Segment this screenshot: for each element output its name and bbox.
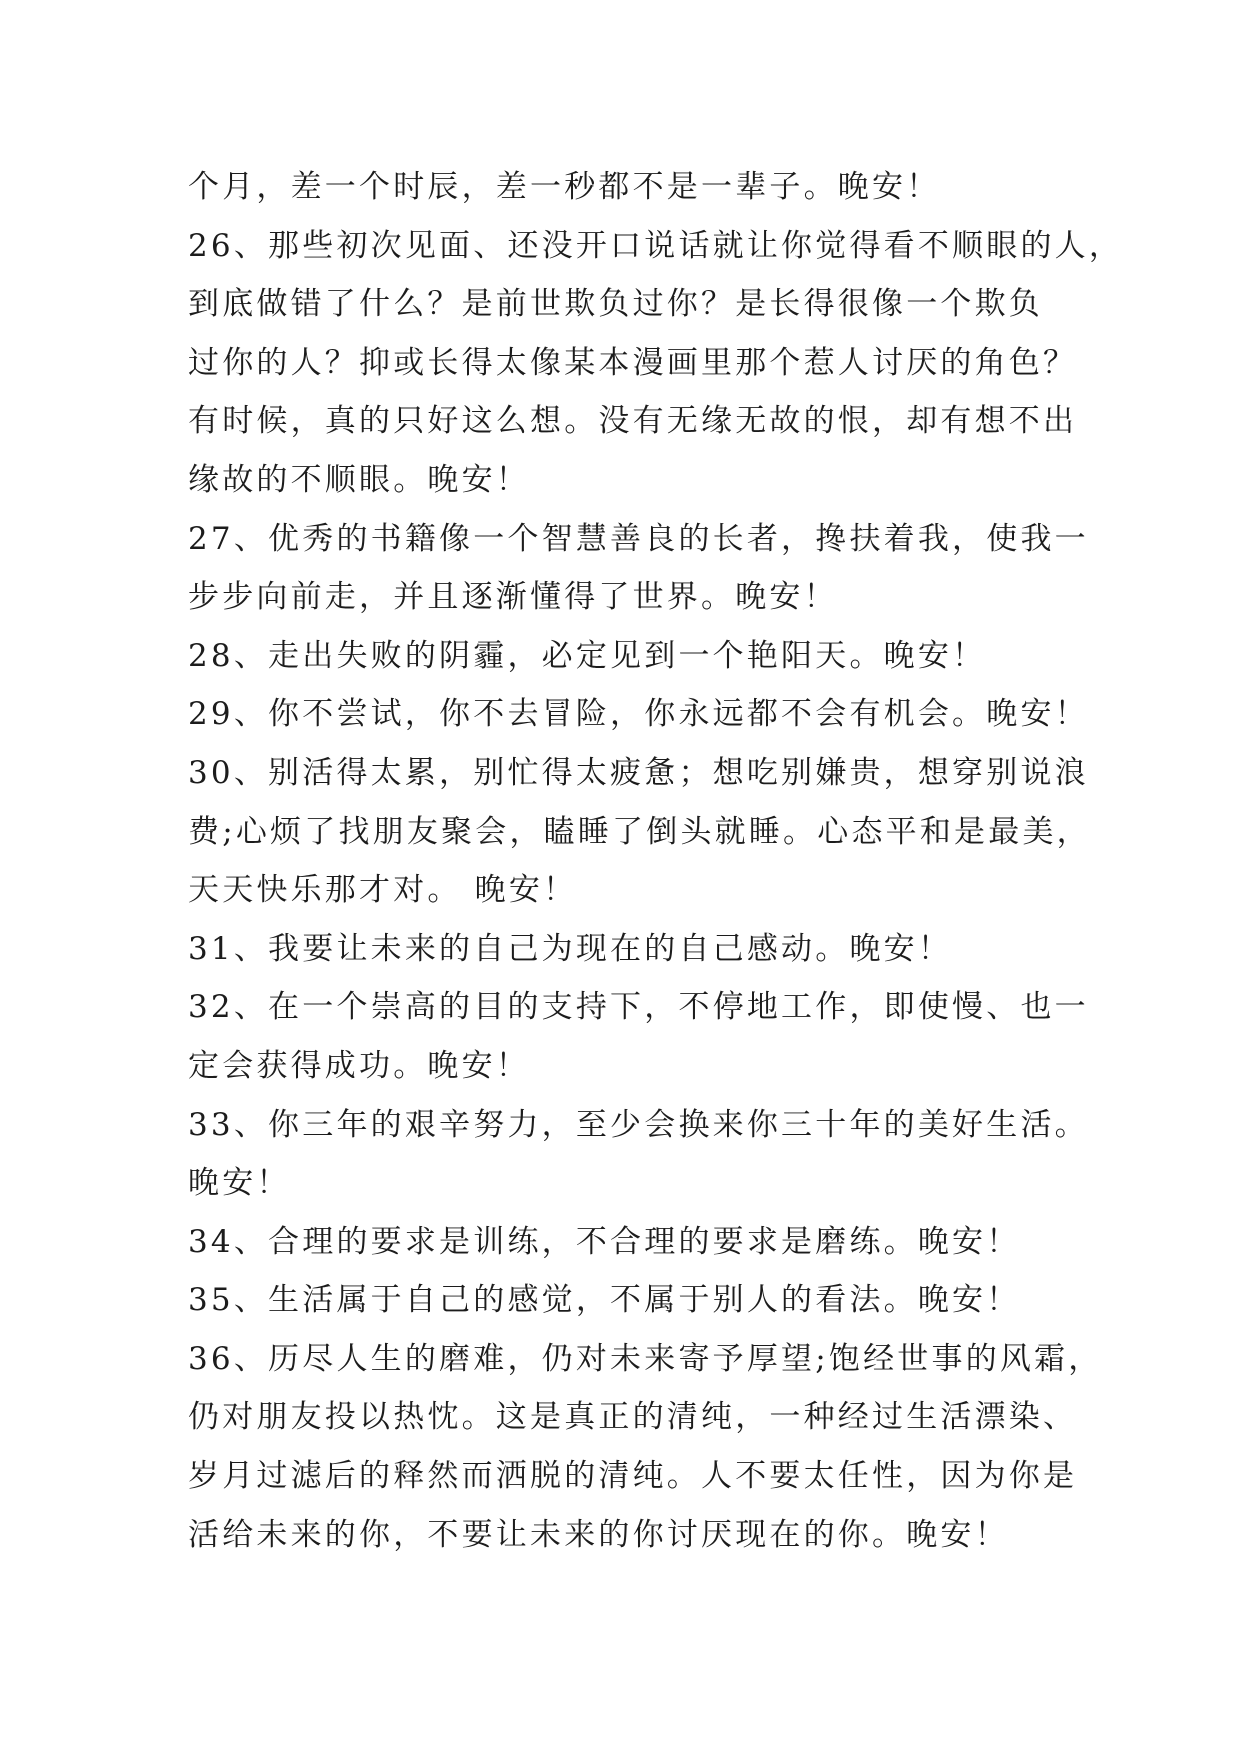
- text-line: 有时候，真的只好这么想。没有无缘无故的恨，却有想不出: [188, 403, 1078, 440]
- text-line: 活给未来的你，不要让未来的你讨厌现在的你。晚安！: [188, 1516, 1009, 1553]
- body-text: [188, 158, 1124, 1564]
- text-line: 岁月过滤后的释然而洒脱的清纯。人不要太任性，因为你是: [188, 1458, 1078, 1495]
- text-line: 30、别活得太累，别忙得太疲惫；想吃别嫌贵，想穿别说浪: [188, 754, 1089, 791]
- text-line: 31、我要让未来的自己为现在的自己感动。晚安！: [188, 930, 953, 967]
- text-line: 缘故的不顺眼。晚安！: [188, 461, 530, 498]
- text-line: 个月，差一个时辰，差一秒都不是一辈子。晚安！: [188, 169, 941, 205]
- text-line: 定会获得成功。晚安！: [188, 1047, 530, 1084]
- text-line: 仍对朋友投以热忱。这是真正的清纯，一种经过生活漂染、: [188, 1399, 1078, 1436]
- text-line: 费;心烦了找朋友聚会，瞌睡了倒头就睡。心态平和是最美，: [188, 813, 1091, 850]
- text-line: 34、合理的要求是训练，不合理的要求是磨练。晚安！: [188, 1223, 1021, 1260]
- text-line: 天天快乐那才对。 晚安！: [188, 872, 578, 909]
- text-line: 29、你不尝试，你不去冒险，你永远都不会有机会。晚安！: [188, 696, 1089, 733]
- text-line: 26、那些初次见面、还没开口说话就让你觉得看不顺眼的人，: [188, 227, 1124, 264]
- text-line: 步步向前走，并且逐渐懂得了世界。晚安！: [188, 579, 838, 616]
- text-line: 到底做错了什么？是前世欺负过你？是长得很像一个欺负: [188, 286, 1043, 323]
- text-line: 32、在一个崇高的目的支持下，不停地工作，即使慢、也一: [188, 989, 1089, 1026]
- text-line: 28、走出失败的阴霾，必定见到一个艳阳天。晚安！: [188, 637, 987, 674]
- text-line: 过你的人？抑或长得太像某本漫画里那个惹人讨厌的角色？: [188, 344, 1078, 381]
- text-line: 27、优秀的书籍像一个智慧善良的长者，搀扶着我，使我一: [188, 520, 1089, 557]
- text-line: 33、你三年的艰辛努力，至少会换来你三十年的美好生活。: [188, 1106, 1089, 1143]
- text-line: 35、生活属于自己的感觉，不属于别人的看法。晚安！: [188, 1282, 1021, 1319]
- text-line: 36、历尽人生的磨难，仍对未来寄予厚望;饱经世事的风霜，: [188, 1340, 1103, 1377]
- text-line: 晚安！: [188, 1165, 291, 1202]
